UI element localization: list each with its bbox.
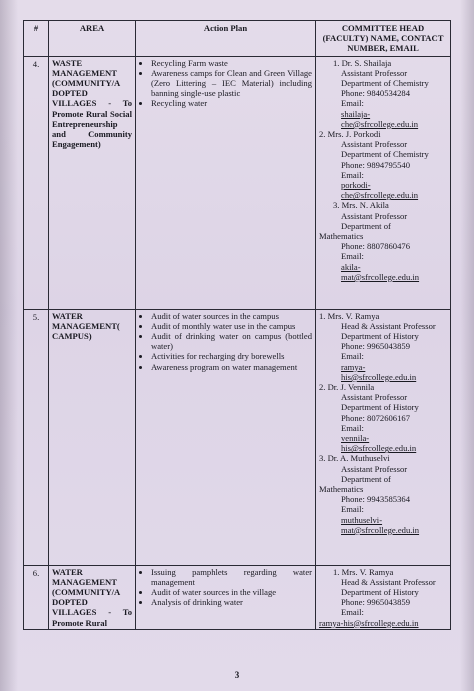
head-department: Department of: [341, 473, 391, 484]
plan-item: • Audit of water sources in the village: [151, 587, 312, 597]
head-name: 1. Mrs. V. Ramya: [333, 566, 394, 577]
head-name: 3. Dr. A. Muthuselvi: [319, 453, 390, 464]
head-email-link[interactable]: his@sfrcollege.edu.in: [341, 371, 417, 382]
head-phone: Phone: 9965043859: [341, 597, 410, 608]
head-name: 2. Mrs. J. Porkodi: [319, 129, 381, 140]
head-designation: Assistant Professor: [341, 392, 408, 403]
head-email-link[interactable]: mat@sfrcollege.edu.in: [341, 524, 420, 535]
head-name: 1. Dr. S. Shailaja: [333, 57, 392, 68]
plan-item: • Awareness program on water management: [151, 362, 312, 372]
head-department: Department of History: [341, 331, 419, 342]
row-action-plan: [136, 309, 316, 565]
row-number: 5.: [24, 309, 49, 565]
head-email-link[interactable]: akila-: [341, 261, 361, 272]
head-name: 2. Dr. J. Vennila: [319, 382, 375, 393]
committee-table: [23, 20, 451, 630]
head-phone: Phone: 9965043859: [341, 341, 410, 352]
head-designation: Assistant Professor: [341, 210, 408, 221]
plan-item: • Audit of monthly water use in the campus: [151, 321, 312, 331]
row-area: WASTE MANAGEMENT (COMMUNITY/A DOPTED VILLAGES - To Promote Rural Social Entrepreneurship and Community Engagement): [49, 56, 136, 309]
head-email-label: Email:: [341, 607, 364, 618]
head-email-label: Email:: [341, 98, 364, 109]
head-phone: Phone: 8072606167: [341, 412, 410, 423]
head-email-label: Email:: [341, 251, 364, 262]
head-email-link[interactable]: shailaja-: [341, 108, 371, 119]
head-email-link[interactable]: che@sfrcollege.edu.in: [341, 118, 419, 129]
head-phone: Phone: 9943585364: [341, 494, 410, 505]
head-department: Department of History: [341, 587, 419, 598]
row-action-plan: [136, 565, 316, 629]
plan-item: • Recycling water: [151, 98, 312, 108]
plan-item: • Audit of drinking water on campus (bottled water): [151, 331, 312, 351]
header-number: #: [24, 21, 49, 57]
header-committee-head: COMMITTEE HEAD (FACULTY) NAME, CONTACT NUMBER, EMAIL: [316, 21, 451, 57]
row-committee-heads: [316, 56, 451, 309]
head-email-link[interactable]: ramya-: [341, 361, 366, 372]
head-name: 1. Mrs. V. Ramya: [319, 310, 380, 321]
head-name: 3. Mrs. N. Akila: [333, 200, 389, 211]
header-area: AREA: [49, 21, 136, 57]
head-email-link[interactable]: ramya-his@sfrcollege.edu.in: [319, 617, 419, 628]
row-number: 4.: [24, 56, 49, 309]
plan-item: • Recycling Farm waste: [151, 58, 312, 68]
head-designation: Assistant Professor: [341, 139, 408, 150]
plan-item: • Awareness camps for Clean and Green Village (Zero Littering – IEC Material) including banning single-use plastic: [151, 68, 312, 99]
head-email-label: Email:: [341, 422, 364, 433]
head-phone: Phone: 9840534284: [341, 88, 410, 99]
head-email-link[interactable]: vennila-: [341, 433, 370, 444]
plan-item: • Audit of water sources in the campus: [151, 311, 312, 321]
plan-item: • Analysis of drinking water: [151, 597, 312, 607]
head-phone: Phone: 9894795540: [341, 159, 410, 170]
head-department: Mathematics: [319, 231, 364, 242]
row-committee-heads: [316, 309, 451, 565]
head-designation: Head & Assistant Professor: [341, 576, 436, 587]
page-number: 3: [234, 670, 240, 680]
row-area: WATER MANAGEMENT( CAMPUS): [49, 309, 136, 565]
head-designation: Head & Assistant Professor: [341, 320, 436, 331]
head-email-link[interactable]: his@sfrcollege.edu.in: [341, 443, 417, 454]
head-department: Department of Chemistry: [341, 78, 429, 89]
head-designation: Assistant Professor: [341, 463, 408, 474]
table-row: [24, 565, 451, 629]
head-designation: Assistant Professor: [341, 67, 408, 78]
head-email-label: Email:: [341, 504, 364, 515]
row-number: 6.: [24, 565, 49, 629]
head-email-label: Email:: [341, 169, 364, 180]
header-action-plan: Action Plan: [136, 21, 316, 57]
head-phone: Phone: 8807860476: [341, 241, 410, 252]
row-committee-heads: [316, 565, 451, 629]
table-row: [24, 309, 451, 565]
head-email-link[interactable]: porkodi-: [341, 180, 371, 191]
head-department: Department of Chemistry: [341, 149, 429, 160]
plan-item: • Activities for recharging dry borewells: [151, 351, 312, 361]
head-department: Department of History: [341, 402, 419, 413]
table-header-row: [24, 21, 451, 57]
head-department: Mathematics: [319, 484, 364, 495]
page-edge-shadow-right: [460, 0, 474, 691]
head-email-link[interactable]: muthuselvi-: [341, 514, 383, 525]
row-action-plan: [136, 56, 316, 309]
table-row: [24, 56, 451, 309]
page-edge-shadow-left: [0, 0, 18, 691]
head-email-link[interactable]: mat@sfrcollege.edu.in: [341, 271, 420, 282]
head-email-label: Email:: [341, 351, 364, 362]
row-area: WATER MANAGEMENT (COMMUNITY/A DOPTED VILLAGES - To Promote Rural: [49, 565, 136, 629]
head-department: Department of: [341, 220, 391, 231]
plan-item: • Issuing pamphlets regarding water management: [151, 567, 312, 587]
head-email-link[interactable]: che@sfrcollege.edu.in: [341, 190, 419, 201]
